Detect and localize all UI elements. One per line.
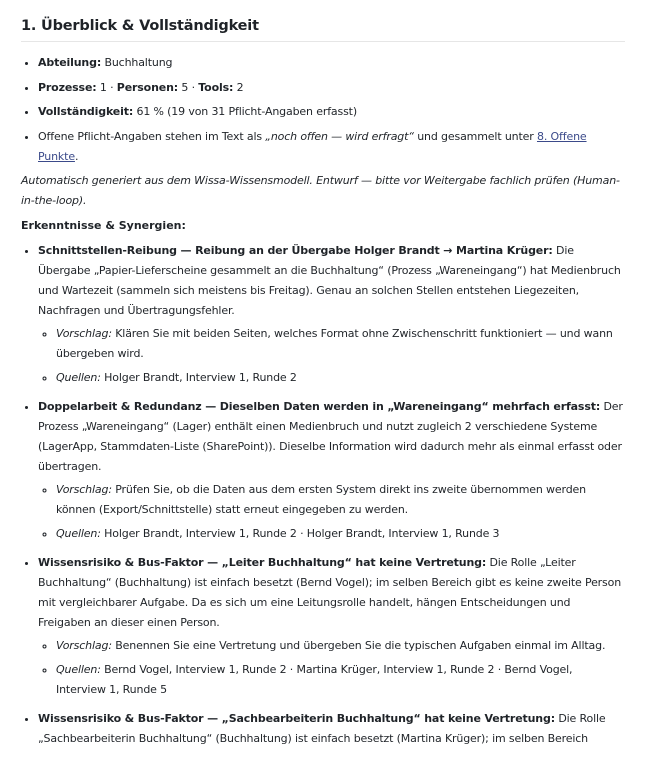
finding-details [38, 480, 625, 544]
finding-title: Wissensrisiko & Bus-Faktor — „Leiter Buchhaltung“ hat keine Vertretung: [38, 556, 487, 569]
finding-body: Die Rolle „Sachbearbeiterin Buchhaltung“ (Buchhaltung) ist einfach besetzt (Martina Krüger); im selben Bereich [38, 712, 606, 745]
sources-item [56, 368, 625, 388]
persons-value: 5 [181, 80, 189, 94]
insights-heading: Erkenntnisse & Synergien: [21, 219, 186, 232]
summary-list [21, 53, 625, 167]
suggestion-item [56, 480, 625, 520]
finding-title: Wissensrisiko & Bus-Faktor — „Sachbearbeiterin Buchhaltung“ hat keine Vertretung: [38, 712, 555, 725]
generated-note: Automatisch generiert aus dem Wissa-Wissensmodell. Entwurf — bitte vor Weitergabe fachlich prüfen (Human-in-the-loop). [21, 174, 620, 207]
suggestion-item [56, 324, 625, 364]
sources-label: Quellen: [56, 663, 101, 676]
completeness-value: 61 % (19 von 31 Pflicht-Angaben erfasst) [136, 105, 357, 118]
sources-label: Quellen: [56, 527, 101, 540]
summary-item-counts: • Prozesse: 1 · Personen: 5 · Tools: 2 [38, 78, 625, 98]
sources-item [56, 660, 625, 700]
summary-item-completeness [38, 102, 625, 122]
sources-text: Holger Brandt, Interview 1, Runde 2 [104, 371, 297, 384]
suggestion-text: Prüfen Sie, ob die Daten aus dem ersten System direkt ins zweite übernommen werden können (Export/Schnittstelle) statt erneut eingegeben zu werden. [56, 483, 586, 516]
processes-label: Prozesse: [38, 80, 97, 94]
finding-details [38, 324, 625, 388]
suggestion-label: Vorschlag: [56, 483, 112, 496]
open-end: . [74, 149, 79, 163]
finding-item [38, 241, 625, 388]
finding-item [38, 709, 625, 749]
section-title: 1. Überblick & Vollständigkeit [21, 0, 625, 42]
open-points-link[interactable]: 8. Offene Punkte [38, 129, 587, 163]
sources-item [56, 524, 625, 544]
sources-text: Holger Brandt, Interview 1, Runde 2 · Holger Brandt, Interview 1, Runde 3 [104, 527, 500, 540]
finding-title: Doppelarbeit & Redundanz — Dieselben Daten werden in „Wareneingang“ mehrfach erfasst: [38, 400, 601, 413]
finding-item [38, 397, 625, 544]
sources-text: Bernd Vogel, Interview 1, Runde 2 · Martina Krüger, Interview 1, Runde 2 · Bernd Vogel, Interview 1, Runde 5 [56, 663, 573, 696]
completeness-label: Vollständigkeit: [38, 105, 134, 118]
tools-label: Tools: [198, 80, 234, 94]
sources-label: Quellen: [56, 371, 101, 384]
finding-body: Die Rolle „Leiter Buchhaltung“ (Buchhaltung) ist einfach besetzt (Bernd Vogel); im selben Bereich gibt es keine zweite Person mit vergleichbarer Aufgabe. Da es sich um eine Leitungsrolle handelt, hängen Entscheidungen und Freigaben an dieser einen Person. [38, 556, 622, 629]
suggestion-label: Vorschlag: [56, 639, 112, 652]
findings-list [21, 241, 625, 749]
finding-title: Schnittstellen-Reibung — Reibung an der Übergabe Holger Brandt → Martina Krüger: [38, 244, 553, 257]
suggestion-label: Vorschlag: [56, 327, 112, 340]
suggestion-text: Benennen Sie eine Vertretung und übergeben Sie die typischen Aufgaben einmal im Alltag. [115, 639, 606, 652]
persons-label: Personen: [116, 80, 179, 94]
suggestion-item [56, 636, 625, 656]
tools-value: 2 [236, 80, 244, 94]
open-quote: „noch offen — wird erfragt“ [265, 129, 414, 143]
open-text-1: Offene Pflicht-Angaben stehen im Text als [38, 129, 262, 143]
summary-item-open [38, 127, 625, 167]
department-label: Abteilung: [38, 56, 102, 69]
summary-item-department [38, 53, 625, 73]
processes-value: 1 [99, 80, 107, 94]
finding-details [38, 636, 625, 700]
suggestion-text: Klären Sie mit beiden Seiten, welches Format ohne Zwischenschritt funktioniert — und wann übergeben wird. [56, 327, 613, 360]
finding-item [38, 553, 625, 700]
finding-body: Die Übergabe „Papier-Lieferscheine gesammelt an die Buchhaltung“ (Prozess „Wareneingang“) hat Medienbruch und Wartezeit (sammeln sich meistens bis Freitag). Genau an solchen Stellen entstehen Liegezeiten, Nachfragen und Übertragungsfehler. [38, 244, 621, 317]
open-text-2: und gesammelt unter [417, 129, 534, 143]
department-value: Buchhaltung [104, 56, 173, 69]
finding-body: Der Prozess „Wareneingang“ (Lager) enthält einen Medienbruch und nutzt zugleich 2 verschiedene Systeme (LagerApp, Stammdaten-Liste (SharePoint)). Dieselbe Information wird dadurch mehr als einmal erfasst oder übertragen. [38, 400, 623, 473]
